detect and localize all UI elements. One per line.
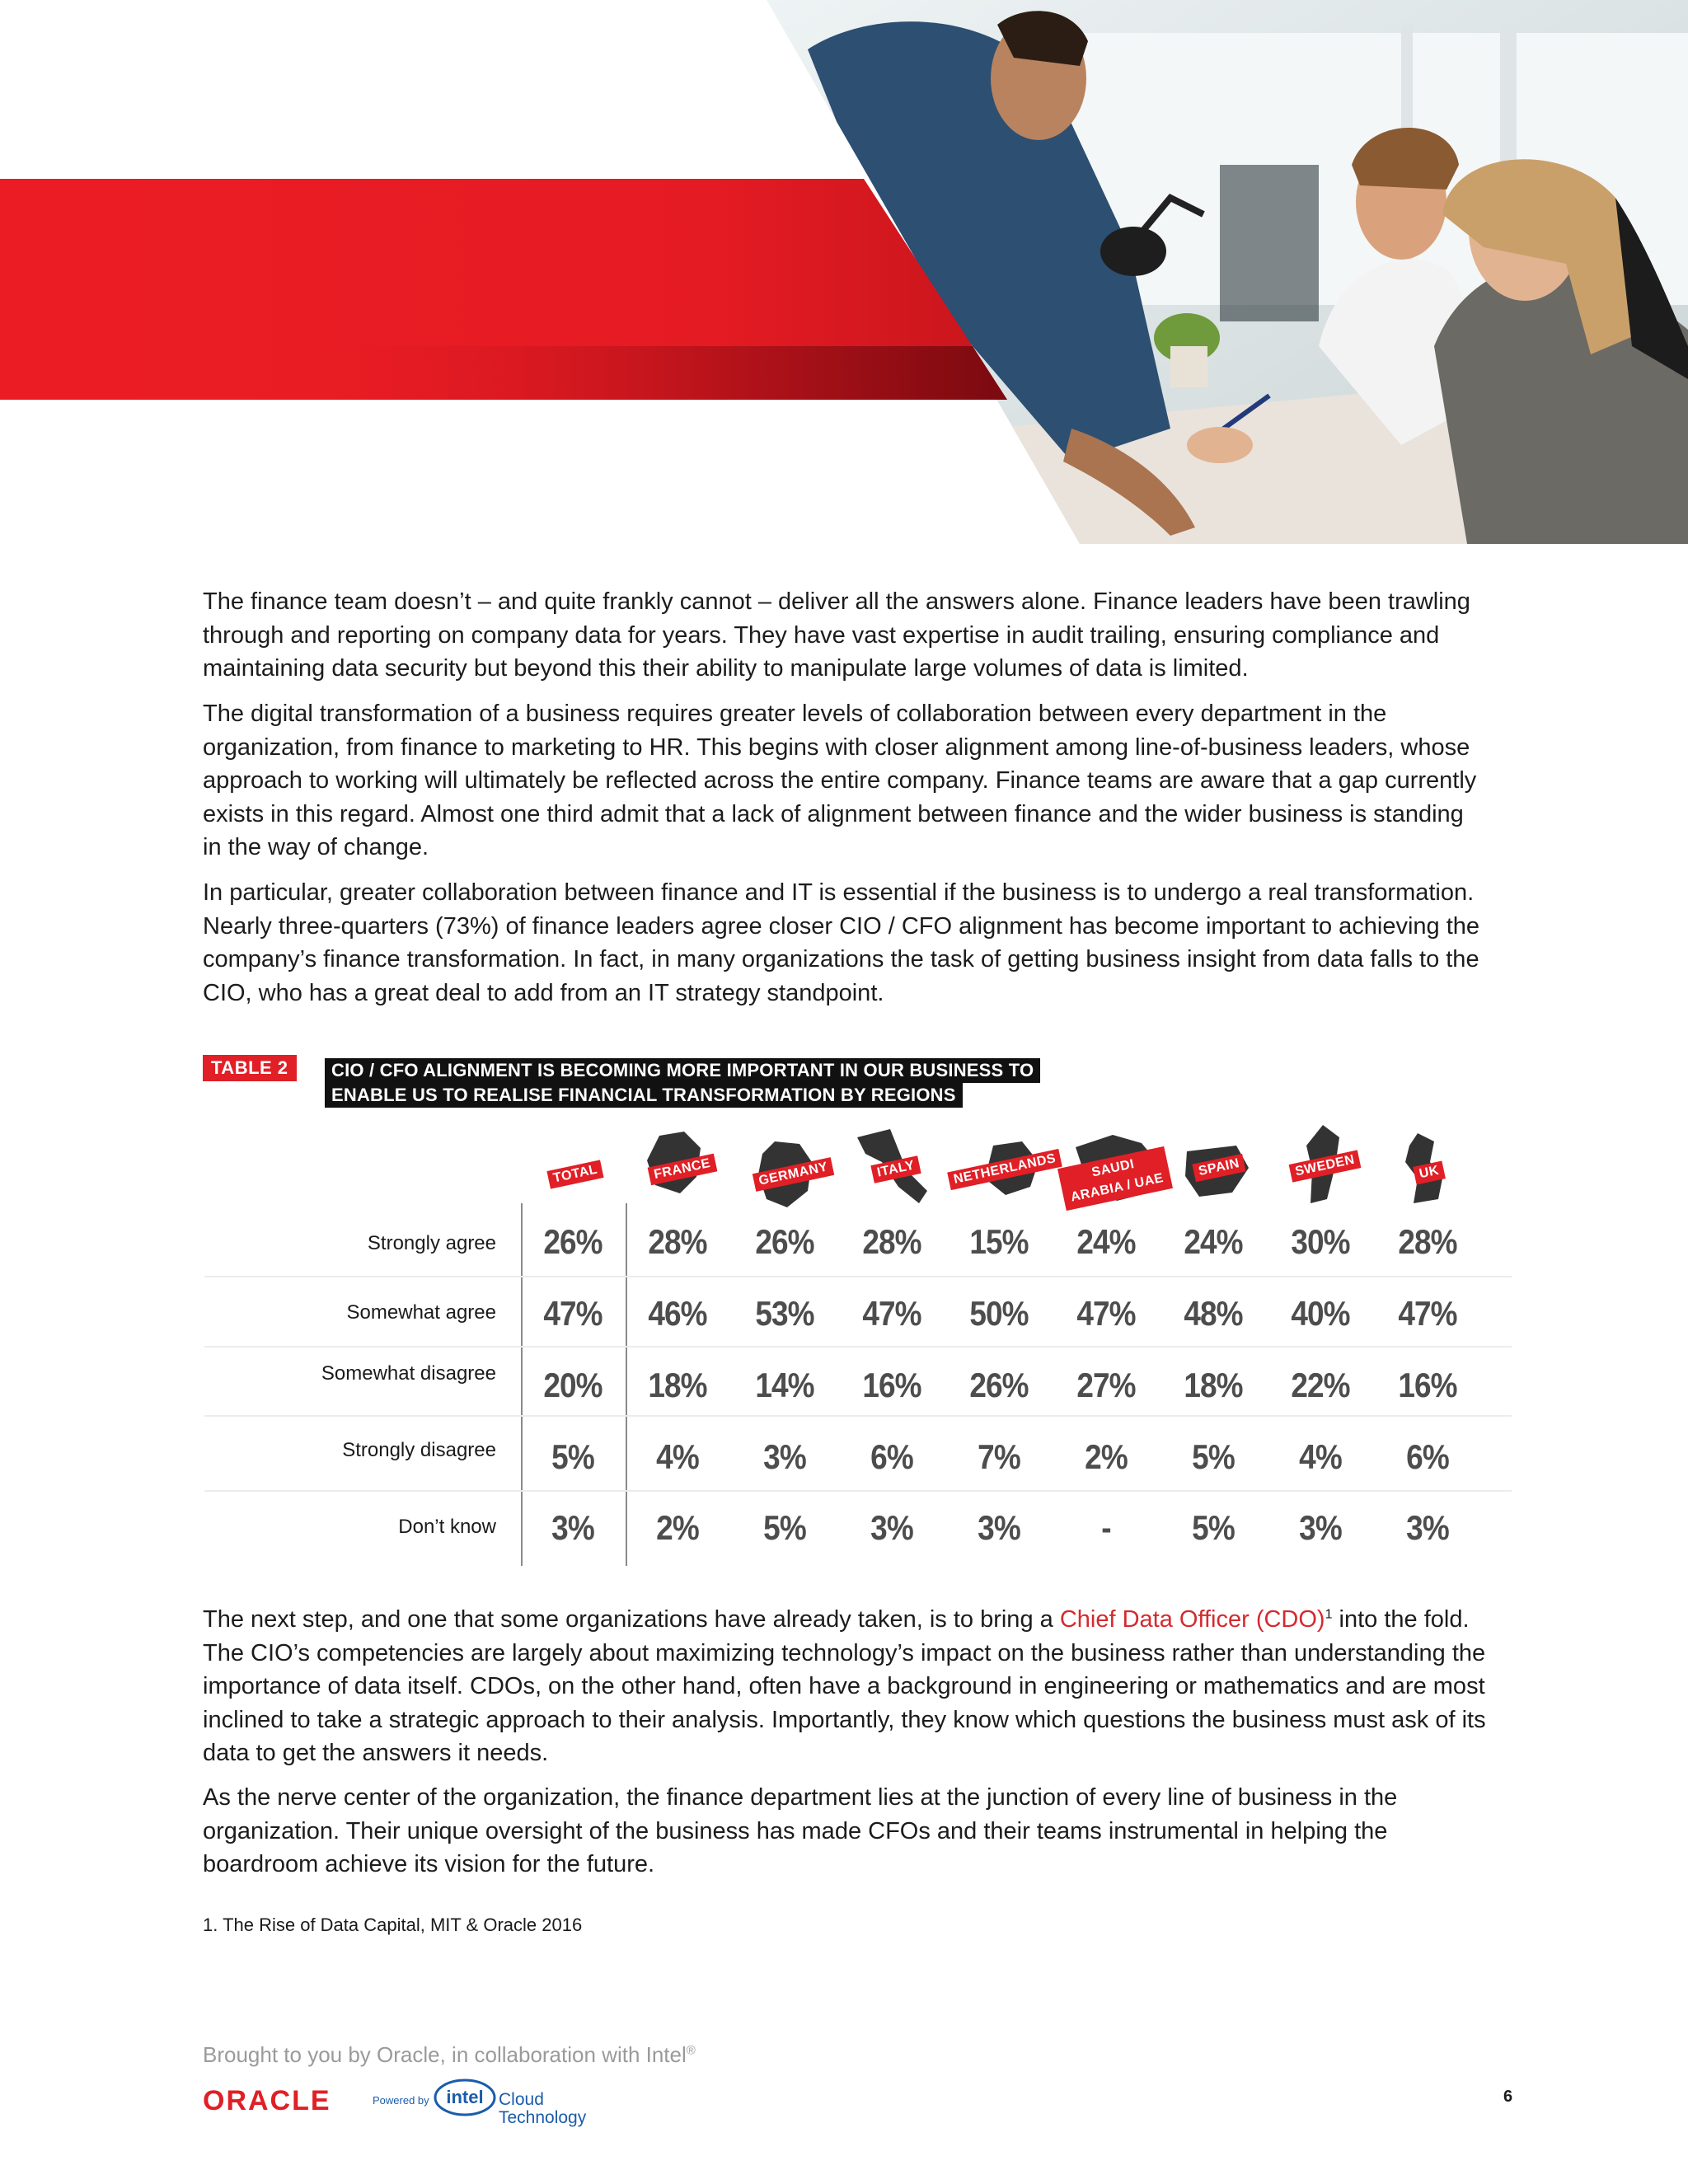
column-header-netherlands: NETHERLANDS (947, 1149, 1062, 1190)
table-cell: 3% (1406, 1508, 1449, 1547)
table-cell: 46% (648, 1294, 707, 1333)
table-cell: 40% (1291, 1294, 1350, 1333)
table-row-divider (204, 1415, 1512, 1417)
column-header-sweden: SWEDEN (1289, 1150, 1362, 1182)
table-cell: 18% (1184, 1366, 1243, 1404)
footnote: 1. The Rise of Data Capital, MIT & Oracle 2016 (203, 1915, 583, 1935)
table-cell: 16% (1398, 1366, 1457, 1404)
row-label-somewhat-agree: Somewhat agree (346, 1301, 496, 1324)
table-cell: 6% (1406, 1437, 1449, 1476)
registered-mark: ® (686, 2043, 696, 2058)
table-cell: 47% (1398, 1294, 1457, 1333)
table-cell: 26% (969, 1366, 1029, 1404)
table-cell: 4% (1299, 1437, 1342, 1476)
table-cell: 47% (1076, 1294, 1136, 1333)
table-cell: 5% (763, 1508, 806, 1547)
table-cell: 30% (1291, 1222, 1350, 1261)
row-label-dont-know: Don’t know (398, 1516, 496, 1538)
table-cell: 7% (978, 1437, 1020, 1476)
table-row-divider (204, 1346, 1512, 1347)
column-header-saudi-arabia-uae: SAUDI ARABIA / UAE (1057, 1146, 1173, 1211)
paragraph-2: The digital transformation of a business requires greater levels of collaboration between every department in the organization, from finance to marketing to HR. This begins with closer alignment among line-of-business leaders, whose approach to working will ultimately be reflected across the entire company. Finance teams are aware that a gap currently exists in this regard. Almost one third admit that a lack of alignment between finance and the wider business is standing in the way of change. (203, 701, 1477, 860)
table-cell: 3% (763, 1437, 806, 1476)
hero-banner (0, 0, 1688, 544)
intel-logo-text: intel (446, 2087, 484, 2107)
table-title-line-1: CIO / CFO ALIGNMENT IS BECOMING MORE IMPORTANT IN OUR BUSINESS TO (325, 1058, 1040, 1083)
table-cell: 28% (1398, 1222, 1457, 1261)
table-cell: 26% (543, 1222, 603, 1261)
table-cell: 5% (1192, 1508, 1235, 1547)
table-cell: 47% (543, 1294, 603, 1333)
sponsor-line (203, 2042, 696, 2068)
table-vertical-rule-2 (626, 1203, 627, 1566)
table-cell: 47% (862, 1294, 921, 1333)
column-header-france: FRANCE (648, 1154, 717, 1185)
table-cell: 2% (656, 1508, 699, 1547)
cloud-label-line-2: Technology (499, 2108, 587, 2127)
paragraph-4-text: The next step, and one that some organizations have already taken, is to bring a (203, 1606, 1060, 1633)
table-cell: 14% (755, 1366, 814, 1404)
table-cell: 27% (1076, 1366, 1136, 1404)
table-tag: TABLE 2 (203, 1055, 297, 1081)
oracle-logo: ORACLE (203, 2085, 331, 2116)
table-cell: 28% (862, 1222, 921, 1261)
page-number: 6 (1503, 2088, 1513, 2106)
table-cell: 24% (1076, 1222, 1136, 1261)
table-row-divider (204, 1276, 1512, 1277)
table-cell: 5% (1192, 1437, 1235, 1476)
table-cell: 15% (969, 1222, 1029, 1261)
table-cell: 5% (551, 1437, 594, 1476)
table-cell: - (1101, 1508, 1111, 1547)
paragraph-5: As the nerve center of the organization, the finance department lies at the junction of every line of business in the organization. Their unique oversight of the business has made CFOs and their teams instrumental in helping the boardroom achieve its vision for the future. (203, 1784, 1398, 1877)
table-cell: 3% (551, 1508, 594, 1547)
column-header-italy: ITALY (870, 1155, 921, 1183)
cdo-link[interactable]: Chief Data Officer (CDO) (1059, 1606, 1325, 1633)
sponsor-text: Brought to you by Oracle, in collaboration with Intel (203, 2042, 687, 2067)
row-label-strongly-disagree: Strongly disagree (342, 1439, 496, 1461)
column-header-uk: UK (1413, 1160, 1446, 1184)
table-title-line-2: ENABLE US TO REALISE FINANCIAL TRANSFORMATION BY REGIONS (325, 1083, 963, 1108)
table-cell: 24% (1184, 1222, 1243, 1261)
table-cell: 50% (969, 1294, 1029, 1333)
table-cell: 28% (648, 1222, 707, 1261)
paragraph-4 (203, 1603, 1489, 1770)
table-cell: 16% (862, 1366, 921, 1404)
table-cell: 48% (1184, 1294, 1243, 1333)
column-header-total: TOTAL (546, 1160, 603, 1188)
intel-logo-icon (433, 2077, 497, 2118)
paragraph-4-text-continued: into the fold. The CIO’s competencies are largely about maximizing technology’s impact on the business rather than understanding the importance of data itself. CDOs, on the other hand, often have a background in engineering or mathematics and are most inclined to take a strategic approach to their analysis. Importantly, they know which questions the business must ask of its data to get the answers it needs. (203, 1606, 1486, 1766)
table-cell: 20% (543, 1366, 603, 1404)
table-cell: 3% (1299, 1508, 1342, 1547)
table-cell: 22% (1291, 1366, 1350, 1404)
paragraph-3: In particular, greater collaboration between finance and IT is essential if the business is to undergo a real transformation. Nearly three-quarters (73%) of finance leaders agree closer CIO / CFO alignment has become important to achieving the company’s finance transformation. In fact, in many organizations the task of getting business insight from data falls to the CIO, who has a great deal to add from an IT strategy standpoint. (203, 879, 1480, 1006)
cloud-technology-label (499, 2091, 586, 2127)
table-cell: 3% (870, 1508, 913, 1547)
column-header-germany: GERMANY (753, 1157, 835, 1192)
column-header-spain: SPAIN (1192, 1154, 1245, 1182)
row-label-strongly-agree: Strongly agree (367, 1232, 496, 1254)
table-cell: 3% (978, 1508, 1020, 1547)
table-cell: 6% (870, 1437, 913, 1476)
powered-by-label: Powered by (373, 2094, 429, 2107)
table-cell: 26% (755, 1222, 814, 1261)
paragraph-1: The finance team doesn’t – and quite frankly cannot – deliver all the answers alone. Finance leaders have been trawling through and reporting on company data for years. They have vast expertise in audit trailing, ensuring compliance and maintaining data security but beyond this their ability to manipulate large volumes of data is limited. (203, 588, 1470, 682)
table-row-divider (204, 1490, 1512, 1492)
table-cell: 2% (1085, 1437, 1128, 1476)
cloud-label-line-1: Cloud (499, 2090, 544, 2109)
table-vertical-rule-1 (521, 1203, 523, 1566)
row-label-somewhat-disagree: Somewhat disagree (321, 1362, 496, 1385)
table-cell: 53% (755, 1294, 814, 1333)
table-cell: 18% (648, 1366, 707, 1404)
footnote-marker[interactable]: 1 (1325, 1607, 1333, 1622)
table-cell: 4% (656, 1437, 699, 1476)
